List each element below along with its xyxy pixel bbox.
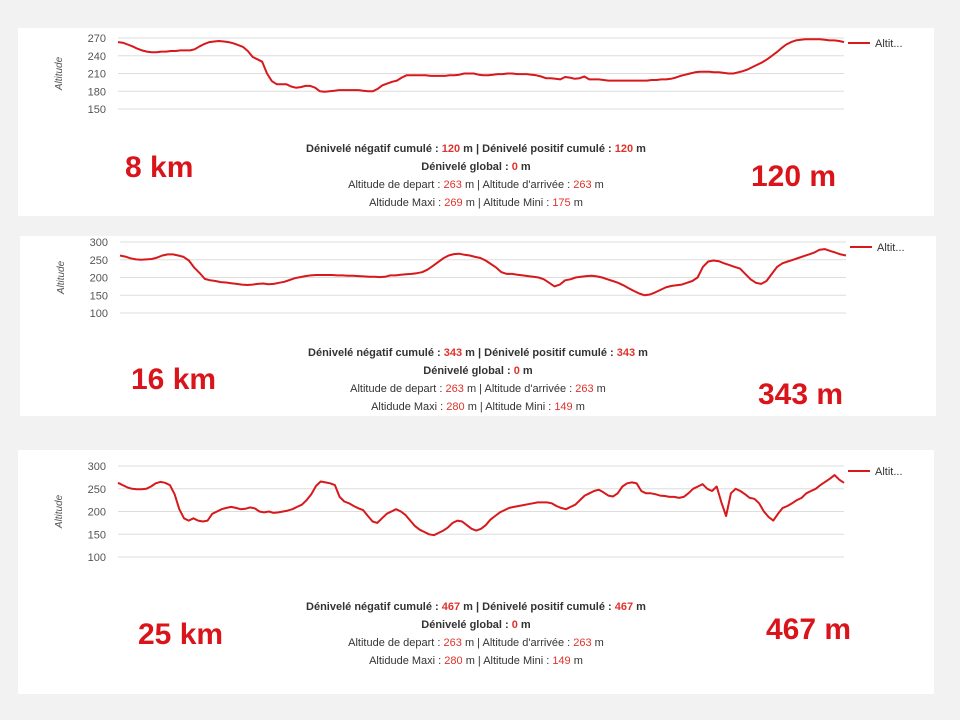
stat-label: Altidude Maxi :	[371, 401, 447, 413]
stat-label: m | Dénivelé positif cumulé :	[462, 347, 617, 359]
stat-label: Altitude de depart :	[350, 383, 446, 395]
elevation-annotation: 120 m	[751, 160, 837, 193]
y-tick-label: 100	[89, 308, 108, 320]
stat-label: Dénivelé négatif cumulé :	[306, 601, 442, 613]
stat-label: Altitude de depart :	[348, 179, 444, 191]
elevation-panel-16km	[20, 236, 936, 416]
stat-value: 0	[513, 365, 520, 377]
y-tick-label: 270	[87, 33, 106, 45]
distance-annotation: 25 km	[138, 618, 224, 651]
elevation-annotation: 467 m	[766, 613, 852, 646]
stat-value: 263	[443, 179, 462, 191]
elevation-panel-25km	[18, 450, 934, 694]
stat-value: 0	[511, 619, 518, 631]
distance-annotation: 16 km	[131, 363, 217, 396]
y-axis-title: Altitude	[54, 56, 65, 91]
stat-value: 149	[552, 655, 571, 667]
elevation-chart	[18, 450, 934, 570]
stat-label: Dénivelé négatif cumulé :	[308, 347, 444, 359]
altitude-series-line	[118, 475, 844, 535]
distance-annotation: 8 km	[125, 151, 194, 184]
stat-label: Dénivelé global :	[423, 365, 514, 377]
y-tick-label: 210	[87, 68, 106, 81]
stat-label: Dénivelé global :	[421, 619, 512, 631]
stat-label: m	[591, 637, 604, 649]
y-axis-title: Altitude	[56, 260, 67, 295]
stat-label: m | Altitude Mini :	[464, 401, 555, 413]
y-tick-label: 200	[87, 506, 106, 519]
stat-value: 120	[614, 143, 634, 155]
stat-value: 280	[444, 655, 463, 667]
elevation-chart	[18, 28, 934, 128]
stat-label: m | Altitude Mini :	[462, 197, 553, 209]
altitude-series-line	[118, 39, 844, 92]
stats-line4	[18, 652, 934, 670]
elevation-chart	[20, 236, 936, 336]
y-tick-label: 250	[87, 483, 106, 496]
stat-label: m	[570, 655, 583, 667]
elevation-annotation: 343 m	[758, 378, 844, 411]
stat-label: m	[572, 401, 585, 413]
stats-line1	[20, 344, 936, 362]
legend-label: Altit...	[877, 242, 905, 254]
stat-value: 149	[554, 401, 573, 413]
stat-label: Dénivelé négatif cumulé :	[306, 143, 442, 155]
stat-label: m | Altitude d'arrivée :	[463, 383, 576, 395]
stat-value: 0	[511, 161, 518, 173]
stat-label: m | Altitude d'arrivée :	[461, 179, 574, 191]
legend-label: Altit...	[875, 466, 903, 478]
stat-label: m | Altitude d'arrivée :	[461, 637, 574, 649]
stat-value: 343	[443, 347, 463, 359]
stat-label: m	[591, 179, 604, 191]
y-tick-label: 300	[89, 237, 108, 249]
y-tick-label: 200	[89, 272, 108, 285]
stat-value: 263	[575, 383, 594, 395]
stat-value: 343	[616, 347, 636, 359]
y-tick-label: 100	[87, 552, 106, 564]
y-tick-label: 240	[87, 50, 106, 63]
stat-label: m	[633, 143, 646, 155]
y-tick-label: 150	[87, 529, 106, 542]
stat-label: m	[517, 161, 531, 173]
stat-label: Dénivelé global :	[421, 161, 512, 173]
stat-value: 269	[444, 197, 463, 209]
stat-value: 467	[441, 601, 461, 613]
stat-value: 263	[445, 383, 464, 395]
y-tick-label: 150	[87, 104, 106, 116]
y-tick-label: 250	[89, 254, 108, 267]
stat-label: m	[635, 347, 648, 359]
stat-label: m | Dénivelé positif cumulé :	[460, 143, 615, 155]
y-tick-label: 300	[87, 461, 106, 473]
y-tick-label: 150	[89, 290, 108, 303]
stat-label: Altitude de depart :	[348, 637, 444, 649]
stat-label: Altidude Maxi :	[369, 197, 445, 209]
stat-value: 263	[573, 179, 592, 191]
stat-value: 263	[443, 637, 462, 649]
stat-label: m	[570, 197, 583, 209]
stat-label: m	[633, 601, 646, 613]
stat-value: 467	[614, 601, 634, 613]
y-tick-label: 180	[87, 86, 106, 99]
stat-label: m | Altitude Mini :	[462, 655, 553, 667]
stat-value: 175	[552, 197, 571, 209]
altitude-series-line	[120, 249, 846, 295]
stat-label: m	[517, 619, 531, 631]
y-axis-title: Altitude	[54, 494, 65, 529]
stat-label: Altidude Maxi :	[369, 655, 445, 667]
stats-line4	[18, 194, 934, 212]
elevation-panel-8km	[18, 28, 934, 216]
stat-value: 280	[446, 401, 465, 413]
stat-label: m	[519, 365, 533, 377]
stat-value: 263	[573, 637, 592, 649]
stat-label: m | Dénivelé positif cumulé :	[460, 601, 615, 613]
stat-value: 120	[441, 143, 461, 155]
stat-label: m	[593, 383, 606, 395]
legend-label: Altit...	[875, 38, 903, 50]
